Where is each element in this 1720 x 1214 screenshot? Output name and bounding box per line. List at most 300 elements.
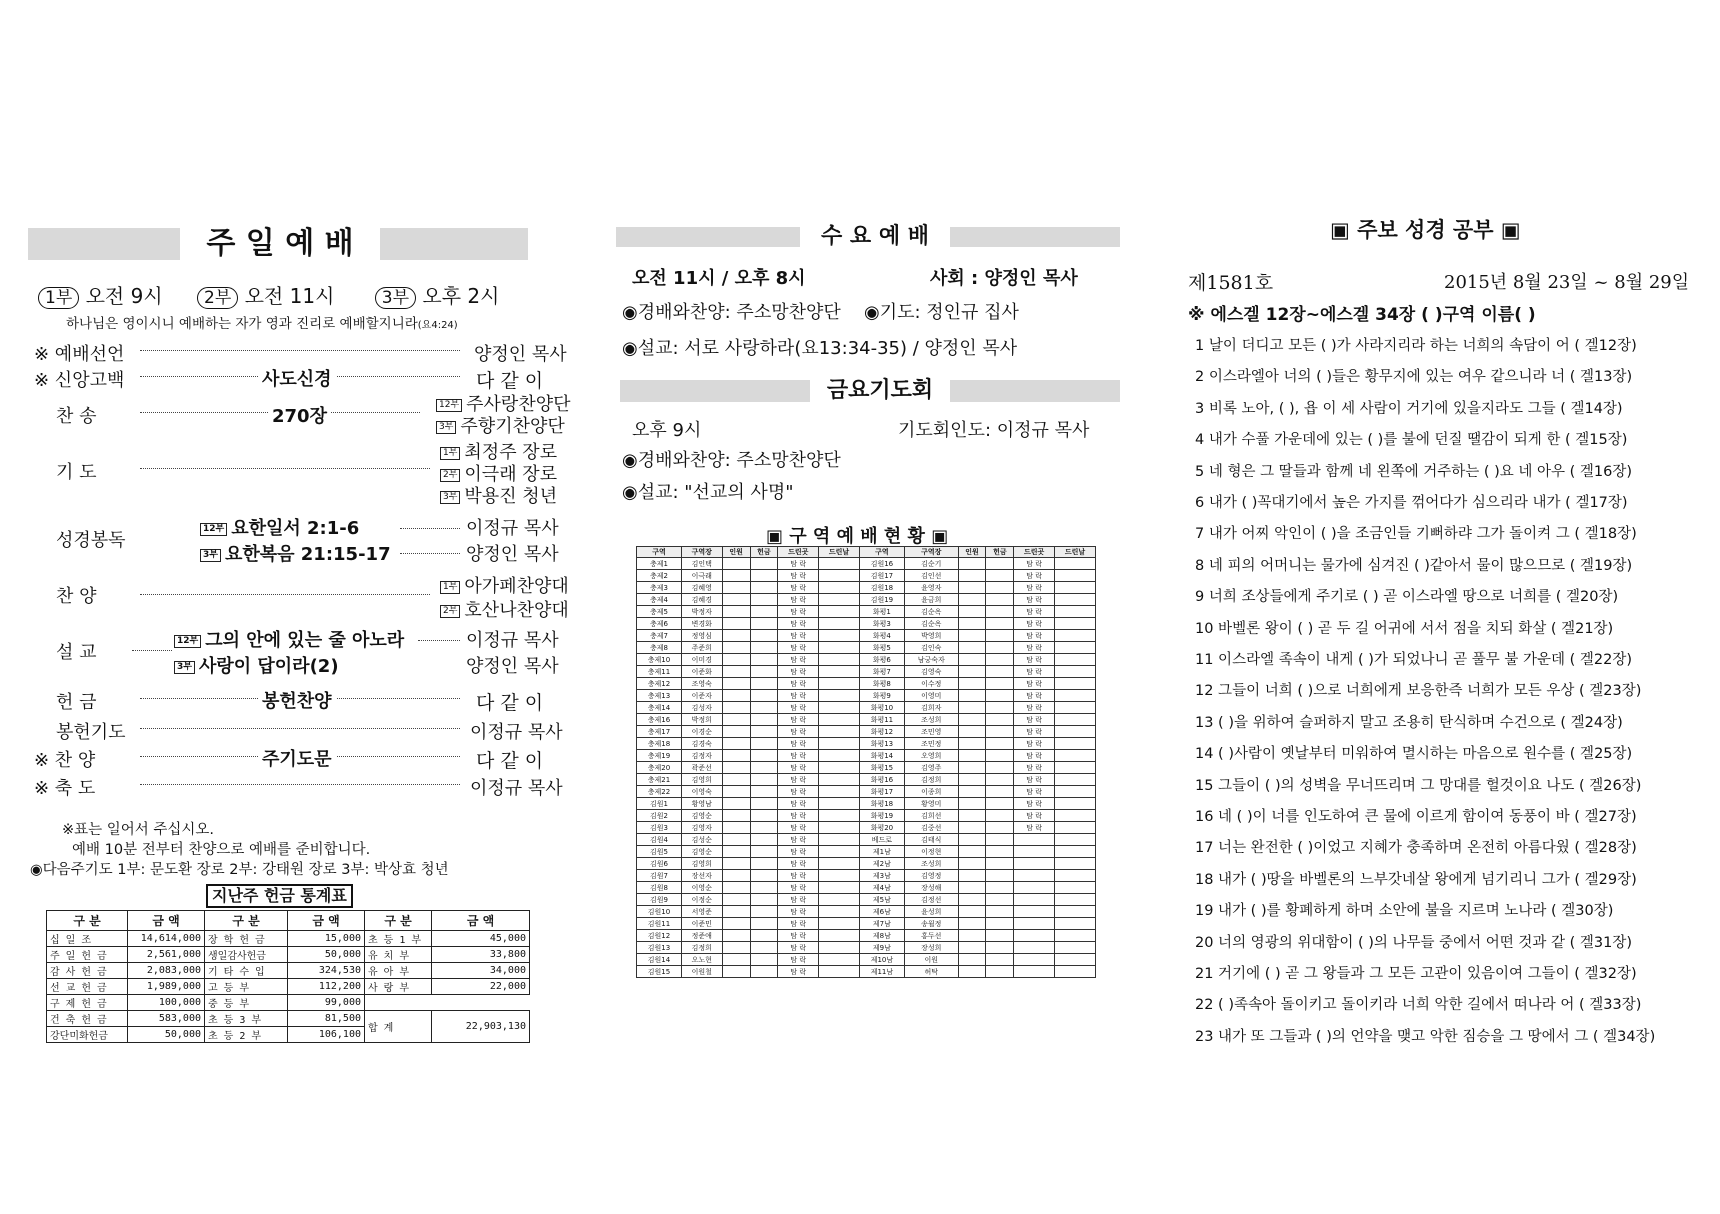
table-cell: 화평19 xyxy=(859,810,904,822)
table-cell xyxy=(750,846,778,858)
table-row xyxy=(637,954,1096,966)
leader-line xyxy=(418,640,460,641)
table-cell: 사 랑 부 xyxy=(365,979,432,995)
table-cell: 탐 락 xyxy=(778,654,819,666)
table-cell xyxy=(819,894,860,906)
table-cell xyxy=(986,654,1014,666)
table-cell: 제11남 xyxy=(859,966,904,978)
table-cell: 초 등 1 부 xyxy=(365,931,432,947)
table-cell: 이정순 xyxy=(681,894,722,906)
table-cell: 김순기 xyxy=(904,558,958,570)
table-cell xyxy=(750,894,778,906)
table-cell xyxy=(958,930,986,942)
table-cell: 제10남 xyxy=(859,954,904,966)
table-row xyxy=(47,947,530,963)
table-cell xyxy=(986,786,1014,798)
table-cell xyxy=(958,678,986,690)
praise-1: 1부 아가페찬양대 xyxy=(440,572,569,598)
creed-label: ※ 신앙고백 xyxy=(34,370,125,391)
table-cell xyxy=(986,606,1014,618)
note-prepare: 예배 10분 전부터 찬양으로 예배를 준비합니다. xyxy=(72,842,371,858)
table-cell: 충제13 xyxy=(637,690,682,702)
table-cell xyxy=(1055,594,1096,606)
table-cell xyxy=(750,654,778,666)
table-cell: 김원19 xyxy=(859,594,904,606)
table-cell xyxy=(1055,606,1096,618)
table-cell: 김원10 xyxy=(637,906,682,918)
table-cell xyxy=(750,690,778,702)
table-cell: 김원4 xyxy=(637,834,682,846)
table-cell xyxy=(1014,870,1055,882)
table-cell: 김원7 xyxy=(637,870,682,882)
table-cell xyxy=(986,810,1014,822)
table-cell xyxy=(1055,810,1096,822)
table-cell: 탐 락 xyxy=(1014,726,1055,738)
call-right: 양정인 목사 xyxy=(474,344,567,365)
table-cell: 강단미화헌금 xyxy=(47,1027,128,1043)
table-row xyxy=(637,558,1096,570)
quiz-item: 2 이스라엘아 너의 ( )들은 황무지에 있는 여우 같으니라 너 ( 겔13장) xyxy=(1195,369,1633,386)
wednesday-time: 오전 11시 / 오후 8시 xyxy=(632,268,806,289)
friday-leader: 기도회인도: 이정규 목사 xyxy=(898,420,1090,441)
friday-title: 금요기도회 xyxy=(810,376,950,406)
table-cell: 탐 락 xyxy=(778,846,819,858)
table-row xyxy=(637,690,1096,702)
table-cell xyxy=(722,918,750,930)
table-cell: 김원17 xyxy=(859,570,904,582)
quiz-item: 20 너의 영광의 위대함이 ( )의 나무들 중에서 어떤 것과 같 ( 겔31장) xyxy=(1195,934,1632,951)
table-cell xyxy=(986,666,1014,678)
table-cell xyxy=(1055,930,1096,942)
table-cell xyxy=(958,774,986,786)
table-cell: 충제2 xyxy=(637,570,682,582)
table-cell: 김원14 xyxy=(637,954,682,966)
table-cell: 김경숙 xyxy=(681,738,722,750)
table-cell xyxy=(958,606,986,618)
leader-line xyxy=(140,468,430,469)
table-cell xyxy=(986,738,1014,750)
table-cell xyxy=(722,798,750,810)
table-cell: 김원6 xyxy=(637,858,682,870)
table-cell: 김영희 xyxy=(681,858,722,870)
column-header: 구역장 xyxy=(904,547,958,558)
table-cell: 화평11 xyxy=(859,714,904,726)
table-cell: 십 일 조 xyxy=(47,931,128,947)
table-cell xyxy=(1055,654,1096,666)
table-cell xyxy=(819,630,860,642)
table-cell: 583,000 xyxy=(128,1011,205,1027)
table-cell: 오영희 xyxy=(904,750,958,762)
table-cell: 충제17 xyxy=(637,726,682,738)
table-cell xyxy=(1055,642,1096,654)
quiz-item: 9 너희 조상들에게 주기로 ( ) 곧 이스라엘 땅으로 너희를 ( 겔20장) xyxy=(1195,589,1619,606)
leader-line xyxy=(140,784,460,785)
table-cell xyxy=(1055,570,1096,582)
table-row xyxy=(637,894,1096,906)
table-cell xyxy=(750,906,778,918)
study-date: 2015년 8월 23일 ~ 8월 29일 xyxy=(1444,272,1690,293)
table-cell: 김정선 xyxy=(904,894,958,906)
table-cell xyxy=(958,882,986,894)
table-cell: 탐 락 xyxy=(778,726,819,738)
table-cell xyxy=(819,942,860,954)
table-cell: 충제16 xyxy=(637,714,682,726)
quiz-item: 7 내가 어찌 악인이 ( )을 조금인들 기뻐하랴 그가 돌이켜 그 ( 겔18장) xyxy=(1195,526,1637,543)
praise2-right: 다 같 이 xyxy=(476,750,544,772)
quiz-item: 15 그들이 ( )의 성벽을 무너뜨리며 그 망대를 헐것이요 나도 ( 겔26장) xyxy=(1195,777,1642,794)
sunday-verse xyxy=(66,312,458,332)
table-cell: 탐 락 xyxy=(778,702,819,714)
table-cell: 김중선 xyxy=(904,822,958,834)
table-cell: 탐 락 xyxy=(778,906,819,918)
cell-report-table xyxy=(636,546,1096,978)
reading-1: 12부 요한일서 2:1-6 xyxy=(200,514,359,540)
table-cell: 화평16 xyxy=(859,774,904,786)
table-header-row xyxy=(47,911,530,931)
table-row xyxy=(637,774,1096,786)
table-cell xyxy=(819,654,860,666)
table-cell xyxy=(750,798,778,810)
table-cell xyxy=(1055,966,1096,978)
column-header: 구 분 xyxy=(205,911,288,931)
table-row xyxy=(47,1011,530,1027)
table-row xyxy=(637,834,1096,846)
table-cell: 탐 락 xyxy=(1014,654,1055,666)
table-cell xyxy=(722,630,750,642)
table-cell xyxy=(722,618,750,630)
table-cell: 충제5 xyxy=(637,606,682,618)
table-cell xyxy=(1055,630,1096,642)
table-cell xyxy=(1055,618,1096,630)
table-cell xyxy=(986,714,1014,726)
quiz-item: 10 바벨론 왕이 ( ) 곧 두 길 어귀에 서서 점을 치되 화살 ( 겔21장) xyxy=(1195,620,1614,637)
reading-2: 3부 요한복음 21:15-17 xyxy=(200,540,391,566)
table-cell xyxy=(1055,894,1096,906)
table-cell: 이수정 xyxy=(904,678,958,690)
service-3-badge: 3부 xyxy=(375,287,416,309)
table-cell xyxy=(750,630,778,642)
table-row xyxy=(637,678,1096,690)
table-cell: 중 등 부 xyxy=(205,995,288,1011)
table-row xyxy=(637,630,1096,642)
quiz-item: 13 ( )을 위하여 슬퍼하지 말고 조용히 탄식하며 수건으로 ( 겔24장) xyxy=(1195,714,1623,731)
table-cell: 화평4 xyxy=(859,630,904,642)
table-cell: 화평15 xyxy=(859,762,904,774)
table-cell xyxy=(1014,906,1055,918)
table-cell: 탐 락 xyxy=(778,642,819,654)
table-cell xyxy=(986,642,1014,654)
table-cell: 충제12 xyxy=(637,678,682,690)
table-cell: 충제7 xyxy=(637,630,682,642)
table-cell: 곽준선 xyxy=(681,762,722,774)
table-cell xyxy=(722,942,750,954)
table-cell: 정준애 xyxy=(681,930,722,942)
table-cell xyxy=(958,558,986,570)
table-cell: 장선자 xyxy=(681,870,722,882)
table-cell: 이극래 xyxy=(681,570,722,582)
service-2-badge: 2부 xyxy=(197,287,238,309)
table-cell xyxy=(750,702,778,714)
table-cell: 윤영자 xyxy=(904,582,958,594)
table-cell: 베드로 xyxy=(859,834,904,846)
table-row xyxy=(47,963,530,979)
table-cell: 탐 락 xyxy=(1014,810,1055,822)
table-cell: 이미경 xyxy=(681,654,722,666)
table-cell xyxy=(986,678,1014,690)
table-cell: 선 교 헌 금 xyxy=(47,979,128,995)
table-cell: 탐 락 xyxy=(1014,822,1055,834)
table-cell xyxy=(986,954,1014,966)
table-cell xyxy=(958,786,986,798)
table-cell xyxy=(819,858,860,870)
prayer-1: 1부 최정주 장로 xyxy=(440,438,557,464)
table-row xyxy=(637,918,1096,930)
table-cell: 이준화 xyxy=(681,666,722,678)
table-cell: 화평5 xyxy=(859,642,904,654)
table-cell: 탐 락 xyxy=(778,882,819,894)
table-cell xyxy=(750,882,778,894)
sermon-1-right: 이정규 목사 xyxy=(466,630,559,651)
table-cell: 윤금희 xyxy=(904,594,958,606)
table-cell: 화평17 xyxy=(859,786,904,798)
table-row xyxy=(637,798,1096,810)
table-row xyxy=(637,906,1096,918)
table-cell xyxy=(722,930,750,942)
reading-label: 성경봉독 xyxy=(56,530,126,551)
table-row xyxy=(637,750,1096,762)
table-cell: 김원11 xyxy=(637,918,682,930)
quiz-item: 5 네 형은 그 딸들과 함께 네 왼쪽에 거주하는 ( )요 네 아우 ( 겔16장) xyxy=(1195,463,1632,480)
praise2-label: ※ 찬 양 xyxy=(34,750,96,771)
table-cell: 탐 락 xyxy=(1014,618,1055,630)
table-cell: 충제1 xyxy=(637,558,682,570)
table-cell xyxy=(722,774,750,786)
table-cell: 제1남 xyxy=(859,846,904,858)
table-cell: 탐 락 xyxy=(778,630,819,642)
leader-line xyxy=(400,553,460,554)
table-row xyxy=(637,882,1096,894)
table-cell xyxy=(986,918,1014,930)
table-cell xyxy=(958,702,986,714)
table-cell: 충제20 xyxy=(637,762,682,774)
table-cell: 김영순 xyxy=(681,810,722,822)
table-cell: 고 등 부 xyxy=(205,979,288,995)
table-cell xyxy=(1014,894,1055,906)
table-cell xyxy=(722,822,750,834)
column-header: 헌금 xyxy=(986,547,1014,558)
table-cell: 김정희 xyxy=(904,774,958,786)
table-row xyxy=(637,594,1096,606)
table-cell xyxy=(1055,690,1096,702)
table-cell xyxy=(1055,870,1096,882)
table-cell: 생일감사헌금 xyxy=(205,947,288,963)
table-cell xyxy=(958,858,986,870)
table-cell: 건 축 헌 금 xyxy=(47,1011,128,1027)
table-cell: 김원5 xyxy=(637,846,682,858)
table-cell: 이영숙 xyxy=(681,786,722,798)
column-header: 인원 xyxy=(722,547,750,558)
service-2-time: 오전 11시 xyxy=(244,284,335,308)
table-cell: 조성희 xyxy=(904,714,958,726)
table-cell: 탐 락 xyxy=(778,762,819,774)
table-cell xyxy=(986,858,1014,870)
table-cell xyxy=(1055,882,1096,894)
quiz-item: 17 너는 완전한 ( )이었고 지혜가 충족하며 온전히 아름다웠 ( 겔28장) xyxy=(1195,840,1637,857)
table-cell xyxy=(750,870,778,882)
table-cell xyxy=(819,966,860,978)
table-row xyxy=(637,570,1096,582)
friday-sermon: ◉설교: "선교의 사명" xyxy=(622,482,794,503)
praise-2: 2부 호산나찬양대 xyxy=(440,596,569,622)
table-cell xyxy=(722,714,750,726)
service-1-badge: 1부 xyxy=(38,287,79,309)
quiz-item: 23 내가 또 그들과 ( )의 언약을 맺고 악한 짐승을 그 땅에서 그 ( 겔34장) xyxy=(1195,1028,1656,1045)
prayer-label: 기 도 xyxy=(56,462,97,483)
table-cell: 충제18 xyxy=(637,738,682,750)
offer-prayer-right: 이정규 목사 xyxy=(470,722,563,743)
column-header: 금 액 xyxy=(128,911,205,931)
table-cell xyxy=(986,702,1014,714)
table-cell xyxy=(958,642,986,654)
table-cell xyxy=(1055,714,1096,726)
table-cell xyxy=(722,894,750,906)
table-cell xyxy=(986,690,1014,702)
column-header: 드린날 xyxy=(1055,547,1096,558)
creed-center: 사도신경 xyxy=(258,365,336,391)
table-cell: 화평12 xyxy=(859,726,904,738)
table-cell: 탐 락 xyxy=(778,690,819,702)
verse-ref: (요4:24) xyxy=(417,320,458,331)
table-cell: 탐 락 xyxy=(778,966,819,978)
table-cell: 탐 락 xyxy=(778,858,819,870)
table-cell xyxy=(1014,846,1055,858)
table-cell xyxy=(750,642,778,654)
column-header: 드린곳 xyxy=(1014,547,1055,558)
table-cell: 화평3 xyxy=(859,618,904,630)
table-cell xyxy=(986,846,1014,858)
table-cell xyxy=(722,558,750,570)
table-cell xyxy=(986,774,1014,786)
table-cell: 김원8 xyxy=(637,882,682,894)
table-cell xyxy=(750,786,778,798)
table-cell xyxy=(1014,918,1055,930)
table-cell xyxy=(1055,738,1096,750)
wednesday-host: 사회 : 양정인 목사 xyxy=(930,268,1078,289)
table-cell xyxy=(1014,930,1055,942)
table-cell: 탐 락 xyxy=(778,774,819,786)
table-cell: 탐 락 xyxy=(1014,558,1055,570)
table-cell xyxy=(958,894,986,906)
table-cell: 김영자 xyxy=(681,822,722,834)
table-cell: 탐 락 xyxy=(1014,570,1055,582)
table-cell xyxy=(1055,774,1096,786)
table-cell: 오노현 xyxy=(681,954,722,966)
table-cell xyxy=(958,594,986,606)
table-cell: 탐 락 xyxy=(778,834,819,846)
table-cell xyxy=(819,642,860,654)
table-cell: 탐 락 xyxy=(778,810,819,822)
table-cell xyxy=(1055,666,1096,678)
table-cell: 장성해 xyxy=(904,882,958,894)
table-cell: 탐 락 xyxy=(1014,690,1055,702)
table-cell xyxy=(722,654,750,666)
table-cell xyxy=(722,954,750,966)
study-title: ▣ 주보 성경 공부 ▣ xyxy=(1330,218,1521,242)
table-cell: 탐 락 xyxy=(1014,666,1055,678)
quiz-item: 19 내가 ( )를 황폐하게 하며 소안에 불을 지르며 노나라 ( 겔30장) xyxy=(1195,903,1614,920)
table-cell xyxy=(986,822,1014,834)
table-cell: 구 제 헌 금 xyxy=(47,995,128,1011)
table-cell: 106,100 xyxy=(288,1027,365,1043)
table-cell xyxy=(1014,858,1055,870)
quiz-item: 12 그들이 너희 ( )으로 너희에게 보응한즉 너희가 모든 우상 ( 겔23장) xyxy=(1195,683,1642,700)
table-cell xyxy=(722,606,750,618)
column-header: 구역장 xyxy=(681,547,722,558)
note-standing: ※표는 일어서 주십시오. xyxy=(62,822,215,838)
offering-center: 봉헌찬양 xyxy=(258,687,336,713)
table-row xyxy=(637,714,1096,726)
table-cell xyxy=(819,738,860,750)
table-cell xyxy=(722,870,750,882)
table-cell xyxy=(819,594,860,606)
table-cell: 탐 락 xyxy=(778,786,819,798)
table-cell: 충제3 xyxy=(637,582,682,594)
table-cell: 화평13 xyxy=(859,738,904,750)
table-cell: 100,000 xyxy=(128,995,205,1011)
table-cell xyxy=(958,954,986,966)
table-cell xyxy=(819,666,860,678)
table-cell: 14,614,000 xyxy=(128,931,205,947)
table-cell xyxy=(1055,918,1096,930)
table-cell xyxy=(819,618,860,630)
table-cell xyxy=(819,762,860,774)
table-cell xyxy=(1014,942,1055,954)
table-cell xyxy=(958,714,986,726)
table-cell xyxy=(750,762,778,774)
table-cell: 주준희 xyxy=(681,642,722,654)
table-cell xyxy=(819,822,860,834)
table-cell: 제7남 xyxy=(859,918,904,930)
table-row xyxy=(637,870,1096,882)
table-cell: 324,530 xyxy=(288,963,365,979)
table-cell: 충제22 xyxy=(637,786,682,798)
table-cell xyxy=(986,618,1014,630)
table-cell xyxy=(819,918,860,930)
table-cell: 탐 락 xyxy=(778,582,819,594)
table-cell xyxy=(958,618,986,630)
table-cell: 남궁숙자 xyxy=(904,654,958,666)
table-cell xyxy=(750,930,778,942)
service-1-time: 오전 9시 xyxy=(85,284,163,308)
table-row xyxy=(637,846,1096,858)
table-cell xyxy=(986,930,1014,942)
prayer-3: 3부 박용진 청년 xyxy=(440,482,557,508)
quiz-item: 3 비록 노아, ( ), 욥 이 세 사람이 거기에 있을지라도 그들 ( 겔14장) xyxy=(1195,400,1623,417)
table-cell: 홍두선 xyxy=(904,930,958,942)
table-cell: 112,200 xyxy=(288,979,365,995)
quiz-item: 1 날이 더디고 모든 ( )가 사라지리라 하는 너희의 속담이 어 ( 겔12장) xyxy=(1195,338,1637,354)
quiz-item: 14 ( )사람이 옛날부터 미워하여 멸시하는 마음으로 원수를 ( 겔25장) xyxy=(1195,746,1633,763)
reading-1-right: 이정규 목사 xyxy=(466,518,559,539)
table-cell xyxy=(722,906,750,918)
table-cell xyxy=(958,834,986,846)
table-cell: 탐 락 xyxy=(778,822,819,834)
praise2-center: 주기도문 xyxy=(258,745,336,771)
table-cell: 김원2 xyxy=(637,810,682,822)
table-cell xyxy=(986,834,1014,846)
table-cell: 김희선 xyxy=(904,810,958,822)
table-cell: 충제10 xyxy=(637,654,682,666)
